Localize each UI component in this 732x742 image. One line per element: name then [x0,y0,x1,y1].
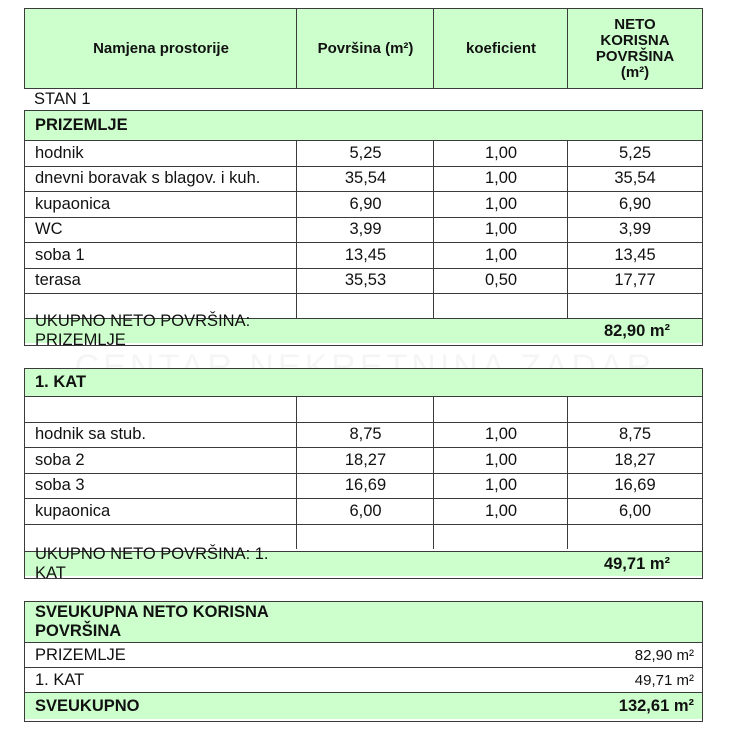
room-name: dnevni boravak s blagov. i kuh. [35,169,261,188]
header-room-name: Namjena prostorije [93,40,229,57]
first-total-label: UKUPNO NETO POVRŠINA: 1. KAT [35,545,269,582]
room-coefficient: 1,00 [484,143,518,162]
room-coefficient: 1,00 [484,245,518,264]
table-row [25,397,702,422]
room-net-area: 35,54 [614,169,656,188]
room-name: kupaonica [35,501,111,520]
ground-floor-title: PRIZEMLJE [35,116,128,134]
room-name: soba 1 [35,245,85,264]
room-net-area: 5,25 [618,143,652,162]
room-net-area: 16,69 [614,476,656,495]
room-coefficient: 1,00 [484,501,518,520]
room-coefficient: 0,50 [484,271,518,290]
table-row [25,474,702,499]
room-area: 5,25 [349,143,382,162]
room-net-area: 6,90 [618,194,652,213]
room-coefficient: 1,00 [484,425,518,444]
room-area: 16,69 [344,476,387,495]
table-row [25,141,702,166]
table-row [25,218,702,243]
header-net-line: NETO [614,15,656,33]
first-floor-table [24,368,703,582]
room-name: soba 2 [35,450,85,469]
summary-title: SVEUKUPNA NETO KORISNA POVRŠINA [35,603,269,640]
room-area: 13,45 [344,245,387,264]
unit-label: STAN 1 [34,89,91,108]
table-row [25,192,702,217]
table-row [25,499,702,524]
header-net-line: KORISNA [600,31,670,49]
room-name: soba 3 [35,476,85,495]
header-net-line: POVRŠINA [595,47,675,65]
room-coefficient: 1,00 [484,220,518,239]
table-row [25,269,702,294]
summary-value: 49,71 m² [634,671,694,689]
room-area: 18,27 [344,450,387,469]
room-coefficient: 1,00 [484,169,518,188]
room-net-area: 8,75 [618,425,652,444]
summary-value: 82,90 m² [634,646,694,664]
header-net-area [568,9,702,88]
table-row [25,448,702,473]
room-net-area: 6,00 [618,501,652,520]
summary-label: PRIZEMLJE [35,645,126,664]
room-net-area: 3,99 [618,220,652,239]
room-area: 6,00 [349,501,382,520]
table-row [25,243,702,268]
room-coefficient: 1,00 [484,476,518,495]
room-area: 35,54 [344,169,387,188]
room-area: 35,53 [344,271,387,290]
summary-label: 1. KAT [35,670,85,689]
room-name: hodnik sa stub. [35,425,146,444]
room-area: 3,99 [349,220,382,239]
ground-total-value: 82,90 m² [603,321,670,340]
room-name: terasa [35,271,81,290]
room-net-area: 18,27 [614,450,656,469]
summary-table [24,601,703,722]
first-floor-title: 1. KAT [35,373,87,391]
table-row [25,423,702,448]
header-coefficient: koeficient [465,40,537,57]
room-net-area: 17,77 [614,271,656,290]
room-coefficient: 1,00 [484,450,518,469]
room-net-area: 13,45 [614,245,656,264]
table-header [24,8,703,89]
header-area: Površina (m²) [317,40,414,57]
room-coefficient: 1,00 [484,194,518,213]
ground-total-label: UKUPNO NETO POVRŠINA: PRIZEMLJE [35,312,251,349]
room-name: WC [35,220,63,239]
grand-total-value: 132,61 m² [618,696,694,715]
header-net-line: (m²) [620,63,650,81]
ground-floor-table [24,110,703,349]
first-total-value: 49,71 m² [603,554,670,573]
room-name: hodnik [35,143,84,162]
room-area: 8,75 [349,425,382,444]
room-name: kupaonica [35,194,111,213]
table-row [25,167,702,192]
grand-total-label: SVEUKUPNO [35,696,140,715]
room-area: 6,90 [349,194,382,213]
